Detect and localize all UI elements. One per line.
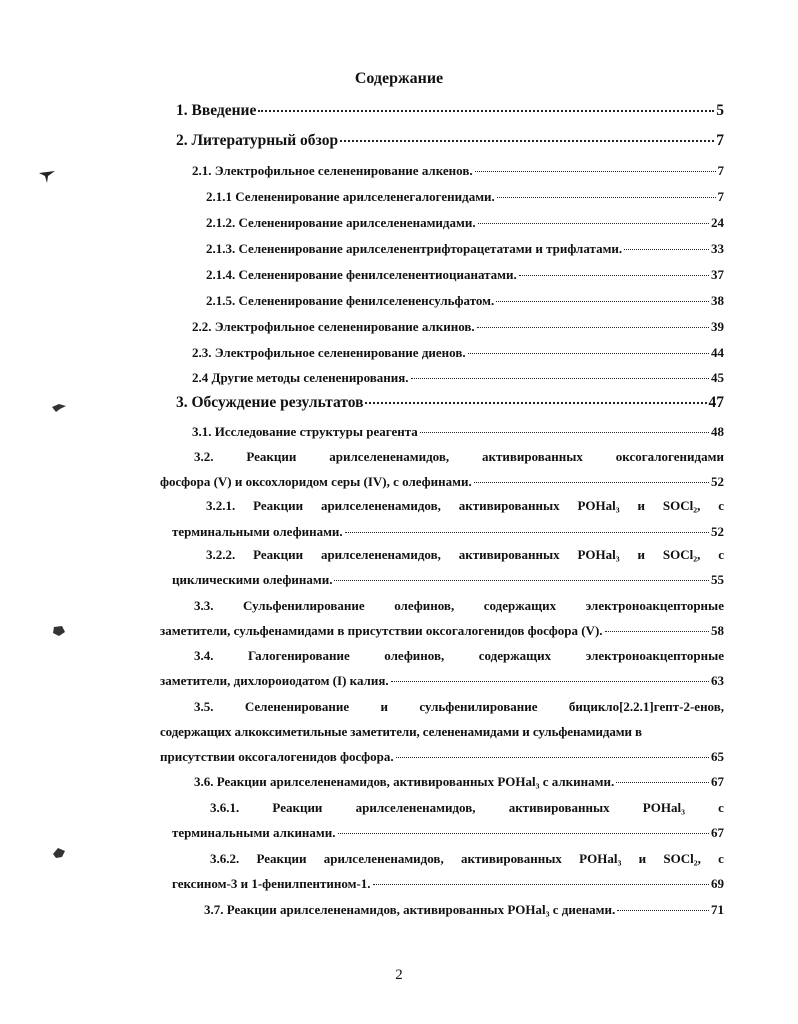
toc-entry[interactable] <box>160 673 724 689</box>
toc-entry-title: заметители, сульфенамидами в присутствии оксогалогенидов фосфора (V). <box>160 623 603 638</box>
toc-word: Реакции <box>253 547 304 562</box>
toc-page-number: 37 <box>711 267 724 282</box>
dot-leader <box>338 833 709 834</box>
toc-word: POHal₃ <box>642 800 685 815</box>
toc-entry-title: циклическими олефинами. <box>172 572 333 587</box>
toc-word: олефинов, <box>384 648 445 663</box>
dot-leader <box>477 327 709 328</box>
dot-leader <box>497 197 716 198</box>
page-number: 2 <box>395 967 403 983</box>
toc-entry-title: 3.6. Реакции арилселененамидов, активированных POHal₃ с алкинами. <box>194 774 615 789</box>
toc-page-number: 44 <box>711 345 724 360</box>
toc-word: электроноакцепторные <box>585 598 724 613</box>
toc-entry[interactable] <box>176 132 724 150</box>
toc-entry-title: 2.1. Электрофильное селененирование алкенов. <box>192 163 473 178</box>
toc-entry-line[interactable] <box>194 598 724 614</box>
toc-entry-title: 3. Обсуждение результатов <box>176 394 364 411</box>
toc-entry-title: 2.3. Электрофильное селененирование диенов. <box>192 345 466 360</box>
dot-leader <box>373 884 709 885</box>
toc-word: Реакции <box>246 449 297 464</box>
dot-leader <box>616 782 709 783</box>
dot-leader <box>396 757 709 758</box>
toc-entry-title: 2.2. Электрофильное селененирование алкинов. <box>192 319 475 334</box>
dot-leader <box>258 110 714 112</box>
toc-word: содержащих <box>483 598 557 613</box>
toc-page-number: 67 <box>711 774 724 789</box>
toc-entry[interactable] <box>172 825 724 841</box>
toc-entry-title: 2.1.3. Селененирование арилселенентрифторацетатами и трифлатами. <box>206 241 623 256</box>
toc-word: Реакции <box>253 498 304 513</box>
toc-entry-line[interactable] <box>206 547 724 563</box>
toc-word: SOCl₂, <box>662 498 701 513</box>
toc-entry-title: 2.1.4. Селененирование фенилселенентиоцианатами. <box>206 267 517 282</box>
toc-word: POHal₃ <box>577 498 620 513</box>
toc-word: арилселененамидов, <box>320 498 441 513</box>
toc-word: сульфенилирование <box>419 699 538 714</box>
toc-word: Галогенирование <box>248 648 350 663</box>
toc-page-number: 7 <box>717 189 724 204</box>
toc-entry[interactable] <box>192 424 724 440</box>
toc-entry[interactable] <box>206 241 724 257</box>
toc-word: SOCl₂, <box>662 547 701 562</box>
toc-word: Реакции <box>272 800 323 815</box>
toc-page-number: 47 <box>708 394 724 411</box>
toc-word: олефинов, <box>394 598 455 613</box>
page-title: Содержание <box>354 70 444 87</box>
toc-entry-title: 3.1. Исследование структуры реагента <box>192 424 418 439</box>
toc-entry-title: присутствии оксогалогенидов фосфора. <box>160 749 394 764</box>
toc-word: с <box>718 547 724 562</box>
toc-entry-title: заметители, дихлороиодатом (I) калия. <box>160 673 389 688</box>
dot-leader <box>420 432 709 433</box>
toc-page-number: 58 <box>711 623 724 638</box>
dot-leader <box>411 378 709 379</box>
toc-entry[interactable] <box>172 876 724 892</box>
toc-word: с <box>718 498 724 513</box>
toc-page-number: 7 <box>717 163 724 178</box>
dot-leader <box>496 301 709 302</box>
toc-word: 3.5. <box>194 699 214 714</box>
toc-page-number: 55 <box>711 572 724 587</box>
toc-word: 3.3. <box>194 598 214 613</box>
toc-entry-line[interactable] <box>194 449 724 465</box>
dot-leader <box>391 681 709 682</box>
toc-entry-title: 2.4 Другие методы селененирования. <box>192 370 409 385</box>
toc-page-number: 7 <box>716 132 724 149</box>
dot-leader <box>617 910 709 911</box>
dot-leader <box>334 580 709 581</box>
toc-entry[interactable] <box>172 524 724 540</box>
toc-page-number: 24 <box>711 215 724 230</box>
toc-word: Селененирование <box>244 699 350 714</box>
toc-entry-line[interactable]: содержащих алкоксиметильные заметители, селененамидами и сульфенамидами в <box>160 724 642 739</box>
toc-word: POHal₃ <box>579 851 622 866</box>
toc-page-number: 5 <box>716 102 724 119</box>
toc-word: арилселененамидов, <box>355 800 476 815</box>
toc-word: 3.4. <box>194 648 214 663</box>
toc-entry-title: терминальными алкинами. <box>172 825 336 840</box>
toc-entry[interactable] <box>206 293 724 309</box>
toc-word: Сульфенилирование <box>243 598 365 613</box>
toc-entry-title: 2. Литературный обзор <box>176 132 339 149</box>
toc-word: и <box>637 547 646 562</box>
toc-entry[interactable] <box>206 189 724 205</box>
toc-entry[interactable] <box>204 902 724 918</box>
toc-entry[interactable] <box>160 623 724 639</box>
toc-entry-line[interactable] <box>206 498 724 514</box>
dot-leader <box>365 402 706 404</box>
toc-word: оксогалогенидами <box>615 449 724 464</box>
dot-leader <box>345 532 709 533</box>
toc-entry[interactable] <box>176 102 724 120</box>
dot-leader <box>624 249 709 250</box>
toc-word: POHal₃ <box>577 547 620 562</box>
toc-word: с <box>718 800 724 815</box>
toc-entry-title: терминальными олефинами. <box>172 524 343 539</box>
toc-entry[interactable] <box>172 572 724 588</box>
toc-word: 3.2.1. <box>206 498 236 513</box>
toc-entry-line[interactable] <box>210 851 724 867</box>
toc-word: электроноакцепторные <box>585 648 724 663</box>
toc-entry[interactable] <box>192 319 724 335</box>
toc-entry-title: фосфора (V) и оксохлоридом серы (IV), с олефинами. <box>160 474 472 489</box>
toc-entry[interactable] <box>192 163 724 179</box>
toc-entry[interactable] <box>176 394 724 412</box>
toc-word: 3.6.2. <box>210 851 240 866</box>
toc-entry-title: 2.1.5. Селененирование фенилселененсульфатом. <box>206 293 495 308</box>
toc-word: арилселененамидов, <box>329 449 450 464</box>
toc-word: SOCl₂, <box>663 851 701 866</box>
toc-entry[interactable] <box>192 370 724 386</box>
toc-page-number: 65 <box>711 749 724 764</box>
dot-leader <box>474 482 709 483</box>
toc-word: с <box>718 851 724 866</box>
toc-word: 3.6.1. <box>210 800 240 815</box>
dot-leader <box>468 353 709 354</box>
toc-entry[interactable] <box>160 474 724 490</box>
toc-word: активированных <box>458 547 560 562</box>
toc-entry-line[interactable] <box>194 699 724 715</box>
toc-entry-title: 1. Введение <box>176 102 257 119</box>
toc-page-number: 71 <box>711 902 724 917</box>
toc-page-number: 69 <box>711 876 724 891</box>
toc-word: активированных <box>458 498 560 513</box>
toc-entry-line[interactable] <box>210 800 724 816</box>
toc-entry-title: 2.1.2. Селененирование арилселененамидами. <box>206 215 476 230</box>
toc-word: содержащих <box>478 648 552 663</box>
dot-leader <box>605 631 709 632</box>
toc-word: бицикло[2.2.1]гепт-2-енов, <box>568 699 724 714</box>
toc-entry[interactable] <box>192 345 724 361</box>
toc-word: активированных <box>482 449 583 464</box>
toc-word: и <box>638 851 647 866</box>
toc-page-number: 38 <box>711 293 724 308</box>
toc-entry-line[interactable] <box>194 648 724 664</box>
dot-leader <box>340 140 714 142</box>
toc-word: арилселененамидов, <box>323 851 444 866</box>
toc-entry[interactable] <box>206 215 724 231</box>
toc-page-number: 52 <box>711 474 724 489</box>
toc-word: активированных <box>460 851 562 866</box>
toc-page-number: 45 <box>711 370 724 385</box>
toc-word: 3.2.2. <box>206 547 236 562</box>
toc-word: активированных <box>508 800 610 815</box>
toc-page-number: 39 <box>711 319 724 334</box>
toc-word: арилселененамидов, <box>320 547 441 562</box>
toc-word: и <box>637 498 646 513</box>
toc-word: Реакции <box>256 851 307 866</box>
toc-entry-title: 2.1.1 Селененирование арилселенегалогенидами. <box>206 189 495 204</box>
toc-page-number: 63 <box>711 673 724 688</box>
dot-leader <box>478 223 709 224</box>
toc-entry[interactable] <box>194 774 724 790</box>
toc-entry[interactable] <box>206 267 724 283</box>
toc-entry[interactable] <box>160 749 724 765</box>
dot-leader <box>475 171 716 172</box>
toc-word: и <box>380 699 388 714</box>
toc-word: 3.2. <box>194 449 214 464</box>
dot-leader <box>519 275 709 276</box>
toc-page-number: 48 <box>711 424 724 439</box>
toc-page-number: 33 <box>711 241 724 256</box>
toc-entry-title: гексином-3 и 1-фенилпентином-1. <box>172 876 371 891</box>
toc-entry-title: 3.7. Реакции арилселененамидов, активированных POHal₃ с диенами. <box>204 902 616 917</box>
toc-page-number: 67 <box>711 825 724 840</box>
toc-page-number: 52 <box>711 524 724 539</box>
